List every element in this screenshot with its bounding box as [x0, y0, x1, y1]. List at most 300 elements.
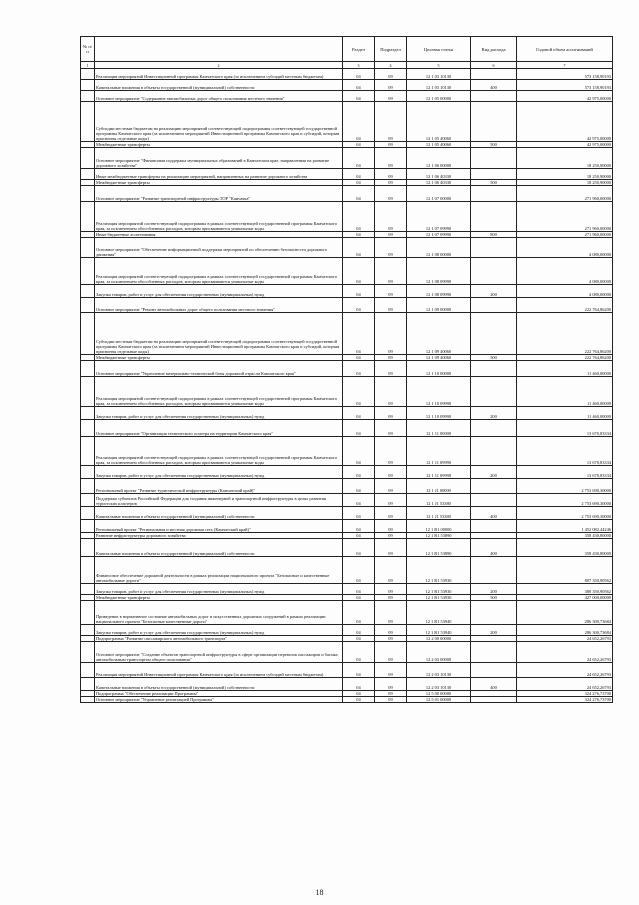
- cell-expense-type: 200: [471, 466, 517, 479]
- table-row: [81, 678, 613, 691]
- cell-podrazdel: 09: [375, 258, 407, 285]
- cell-amount: 807 350,90562: [517, 557, 613, 584]
- cell-razdel: 04: [343, 584, 375, 595]
- cell-target-article: 12 1 R1 00000: [407, 520, 471, 533]
- cell-amount: 222 764,86200: [517, 313, 613, 355]
- cell-expense-type: [471, 420, 517, 437]
- cell-name: Иные межбюджетные трансферты на реализацию мероприятий, направленных на развитие дорожного хозяйства: [95, 169, 343, 180]
- cell-name: Региональный проект "Региональная и местная дорожная сеть (Камчатский край)": [95, 520, 343, 533]
- table-row: [81, 258, 613, 285]
- cell-name: Межбюджетные трансферты: [95, 355, 343, 361]
- cell-index: [81, 102, 95, 142]
- cell-razdel: 04: [343, 437, 375, 466]
- cell-razdel: 04: [343, 420, 375, 437]
- cell-index: [81, 91, 95, 102]
- cell-expense-type: [471, 102, 517, 142]
- cell-amount: 573 158,90193: [517, 69, 613, 80]
- cell-expense-type: 800: [471, 232, 517, 238]
- cell-amount: 4 080,00000: [517, 238, 613, 258]
- header-name: [95, 37, 343, 62]
- cell-podrazdel: 09: [375, 494, 407, 507]
- cell-target-article: 12 1 J1 00000: [407, 479, 471, 494]
- cell-target-article: 12 1 08 00000: [407, 238, 471, 258]
- cell-razdel: 04: [343, 232, 375, 238]
- table-row: [81, 601, 613, 625]
- cell-index: [81, 420, 95, 437]
- cell-podrazdel: 09: [375, 91, 407, 102]
- cell-razdel: 04: [343, 202, 375, 232]
- cell-razdel: 04: [343, 80, 375, 91]
- cell-expense-type: [471, 663, 517, 678]
- cell-razdel: 04: [343, 539, 375, 557]
- cell-index: [81, 507, 95, 520]
- cell-target-article: 12 1 R1 53940: [407, 625, 471, 636]
- cell-index: [81, 80, 95, 91]
- cell-podrazdel: 09: [375, 539, 407, 557]
- cell-name: Основное мероприятие "Укрепление материально-технической базы дорожной отрасли Камчатского края": [95, 361, 343, 377]
- cell-target-article: 12 2 03 10130: [407, 663, 471, 678]
- cell-expense-type: 400: [471, 678, 517, 691]
- cell-podrazdel: 09: [375, 479, 407, 494]
- cell-target-article: 12 1 05 00000: [407, 91, 471, 102]
- cell-target-article: 12 1 09 40060: [407, 355, 471, 361]
- cell-podrazdel: 09: [375, 180, 407, 186]
- cell-expense-type: [471, 258, 517, 285]
- cell-amount: 24 652,26793: [517, 636, 613, 642]
- cell-razdel: 04: [343, 377, 375, 407]
- cell-amount: 24 652,26793: [517, 678, 613, 691]
- table-row: [81, 625, 613, 636]
- budget-table: [80, 36, 613, 703]
- cell-podrazdel: 09: [375, 102, 407, 142]
- cell-amount: 358 430,80000: [517, 533, 613, 539]
- cell-name: Закупка товаров, работ и услуг для обеспечения государственных (муниципальных) нужд: [95, 466, 343, 479]
- cell-expense-type: 400: [471, 539, 517, 557]
- cell-name: Основное мероприятие "Организация технического осмотра на территории Камчатского края": [95, 420, 343, 437]
- cell-razdel: 04: [343, 361, 375, 377]
- cell-target-article: 12 2 03 00000: [407, 642, 471, 663]
- table-row: [81, 407, 613, 420]
- cell-target-article: 12 1 09 00000: [407, 298, 471, 313]
- cell-target-article: 12 1 R1 53890: [407, 533, 471, 539]
- cell-expense-type: [471, 520, 517, 533]
- table-row: [81, 437, 613, 466]
- table-row: [81, 69, 613, 80]
- cell-target-article: 12 2 03 10130: [407, 678, 471, 691]
- cell-razdel: 04: [343, 697, 375, 703]
- header-target-article: Целевая статья: [407, 37, 471, 62]
- cell-podrazdel: 09: [375, 238, 407, 258]
- cell-podrazdel: 09: [375, 642, 407, 663]
- cell-index: [81, 494, 95, 507]
- cell-name: Реализация мероприятий Инвестиционной программы Камчатского края (за исключением субсидий местным бюджетам): [95, 69, 343, 80]
- cell-razdel: 04: [343, 642, 375, 663]
- column-number: 1: [81, 62, 95, 69]
- cell-name: Основное мероприятие "Финансовая поддержка муниципальных образований в Камчатском крае, направленная на развитие дорожного хозяйства": [95, 148, 343, 169]
- cell-amount: 271 960,00000: [517, 202, 613, 232]
- cell-amount: 18 250,90000: [517, 169, 613, 180]
- cell-razdel: 04: [343, 601, 375, 625]
- cell-amount: 2 753 690,30000: [517, 494, 613, 507]
- cell-razdel: 04: [343, 186, 375, 202]
- column-number-row: [81, 62, 613, 69]
- table-row: [81, 361, 613, 377]
- cell-index: [81, 466, 95, 479]
- cell-amount: 4 080,00000: [517, 258, 613, 285]
- cell-index: [81, 642, 95, 663]
- cell-podrazdel: 09: [375, 232, 407, 238]
- column-number: 4: [375, 62, 407, 69]
- cell-amount: 1 452 082,44246: [517, 520, 613, 533]
- cell-index: [81, 238, 95, 258]
- table-row: [81, 466, 613, 479]
- cell-index: [81, 678, 95, 691]
- column-number: 6: [471, 62, 517, 69]
- cell-amount: 573 158,90193: [517, 80, 613, 91]
- cell-target-article: 12 1 06 00000: [407, 148, 471, 169]
- table-row: [81, 584, 613, 595]
- cell-podrazdel: 09: [375, 697, 407, 703]
- cell-razdel: 04: [343, 285, 375, 298]
- cell-podrazdel: 09: [375, 202, 407, 232]
- cell-expense-type: [471, 494, 517, 507]
- cell-name: Реализация мероприятий соответствующей подпрограммы в рамках соответствующей государственной программы Камчатского края, за исключением обособленных расходов, которым присваиваются уникальные коды: [95, 437, 343, 466]
- cell-expense-type: 200: [471, 625, 517, 636]
- table-row: [81, 377, 613, 407]
- cell-amount: 13 670,83334: [517, 420, 613, 437]
- cell-razdel: 04: [343, 678, 375, 691]
- cell-podrazdel: 09: [375, 507, 407, 520]
- cell-index: [81, 584, 95, 595]
- cell-podrazdel: 09: [375, 420, 407, 437]
- cell-expense-type: [471, 697, 517, 703]
- cell-index: [81, 539, 95, 557]
- cell-target-article: 12 1 11 00000: [407, 420, 471, 437]
- cell-amount: 271 960,00000: [517, 232, 613, 238]
- cell-index: [81, 313, 95, 355]
- cell-podrazdel: 09: [375, 361, 407, 377]
- cell-razdel: 04: [343, 533, 375, 539]
- cell-expense-type: 200: [471, 407, 517, 420]
- cell-name: Развитие инфраструктуры дорожного хозяйства: [95, 533, 343, 539]
- cell-target-article: 12 1 11 09990: [407, 466, 471, 479]
- cell-razdel: 04: [343, 102, 375, 142]
- cell-target-article: 12 5 00 00000: [407, 691, 471, 697]
- cell-expense-type: 200: [471, 584, 517, 595]
- cell-razdel: 04: [343, 355, 375, 361]
- cell-target-article: 12 1 R1 53930: [407, 595, 471, 601]
- cell-amount: 11 460,00000: [517, 407, 613, 420]
- cell-index: [81, 437, 95, 466]
- cell-razdel: 04: [343, 313, 375, 355]
- cell-amount: 2 753 690,30000: [517, 479, 613, 494]
- cell-target-article: 12 1 R1 53930: [407, 557, 471, 584]
- cell-razdel: 04: [343, 142, 375, 148]
- cell-target-article: 12 5 01 00000: [407, 697, 471, 703]
- table-row: [81, 202, 613, 232]
- cell-index: [81, 663, 95, 678]
- cell-expense-type: [471, 361, 517, 377]
- table-row: [81, 420, 613, 437]
- cell-razdel: 04: [343, 148, 375, 169]
- cell-podrazdel: 09: [375, 691, 407, 697]
- cell-podrazdel: 09: [375, 533, 407, 539]
- cell-razdel: 04: [343, 520, 375, 533]
- cell-razdel: 04: [343, 557, 375, 584]
- cell-target-article: 12 1 10 00000: [407, 361, 471, 377]
- table-row: [81, 507, 613, 520]
- cell-target-article: 12 1 05 40060: [407, 142, 471, 148]
- cell-expense-type: [471, 642, 517, 663]
- cell-amount: 42 975,00000: [517, 142, 613, 148]
- table-row: [81, 169, 613, 180]
- cell-razdel: 04: [343, 479, 375, 494]
- cell-podrazdel: 09: [375, 169, 407, 180]
- cell-amount: 286 300,73684: [517, 601, 613, 625]
- cell-name: Субсидии местным бюджетам на реализацию мероприятий соответствующей подпрограммы соответствующей государственной программы Камчатского края (за исключением мероприятий Инвестиционной программы Камчатского края и субсидий, которым присвоены отдельные коды): [95, 313, 343, 355]
- cell-razdel: 04: [343, 169, 375, 180]
- cell-expense-type: [471, 298, 517, 313]
- cell-expense-type: 500: [471, 355, 517, 361]
- cell-expense-type: 500: [471, 595, 517, 601]
- cell-amount: 13 670,83334: [517, 437, 613, 466]
- column-number: 3: [343, 62, 375, 69]
- table-row: [81, 148, 613, 169]
- cell-target-article: 12 1 07 09990: [407, 232, 471, 238]
- cell-name: Реализация мероприятий соответствующей подпрограммы в рамках соответствующей государственной программы Камчатского края, за исключением обособленных расходов, которым присваиваются уникальные коды: [95, 258, 343, 285]
- cell-razdel: 04: [343, 507, 375, 520]
- cell-name: Региональный проект "Развитие туристической инфраструктуры (Камчатский край)": [95, 479, 343, 494]
- cell-amount: 24 652,26793: [517, 642, 613, 663]
- cell-target-article: 12 1 10 09990: [407, 377, 471, 407]
- cell-podrazdel: 09: [375, 407, 407, 420]
- cell-name: Иные бюджетные ассигнования: [95, 232, 343, 238]
- cell-name: Капитальные вложения в объекты государственной (муниципальной) собственности: [95, 678, 343, 691]
- cell-podrazdel: 09: [375, 601, 407, 625]
- cell-expense-type: [471, 437, 517, 466]
- cell-podrazdel: 09: [375, 625, 407, 636]
- cell-name: Основное мероприятие "Управление реализацией Программы": [95, 697, 343, 703]
- cell-name: Капитальные вложения в объекты государственной (муниципальной) собственности: [95, 539, 343, 557]
- cell-razdel: 04: [343, 258, 375, 285]
- cell-index: [81, 697, 95, 703]
- cell-index: [81, 557, 95, 584]
- cell-amount: 13 670,83334: [517, 466, 613, 479]
- cell-podrazdel: 09: [375, 584, 407, 595]
- table-row: [81, 494, 613, 507]
- cell-name: Подпрограмма "Обеспечение реализации Программы": [95, 691, 343, 697]
- cell-target-article: 12 1 06 40330: [407, 180, 471, 186]
- cell-podrazdel: 09: [375, 678, 407, 691]
- table-row: [81, 697, 613, 703]
- cell-name: Закупка товаров, работ и услуг для обеспечения государственных (муниципальных) нужд: [95, 285, 343, 298]
- cell-name: Основное мероприятие "Обеспечение информационной поддержки мероприятий по обеспечению безопасности дорожного движения": [95, 238, 343, 258]
- cell-podrazdel: 09: [375, 437, 407, 466]
- cell-index: [81, 520, 95, 533]
- cell-target-article: 12 1 10 09990: [407, 407, 471, 420]
- cell-target-article: 12 1 05 40060: [407, 102, 471, 142]
- table-row: [81, 313, 613, 355]
- cell-amount: 286 300,73684: [517, 625, 613, 636]
- cell-amount: 18 250,90000: [517, 180, 613, 186]
- cell-index: [81, 479, 95, 494]
- cell-amount: 324 276,73700: [517, 697, 613, 703]
- table-row: [81, 642, 613, 663]
- cell-amount: 271 960,00000: [517, 186, 613, 202]
- cell-expense-type: 500: [471, 142, 517, 148]
- cell-razdel: 04: [343, 298, 375, 313]
- cell-amount: 42 975,00000: [517, 91, 613, 102]
- cell-razdel: 04: [343, 636, 375, 642]
- cell-expense-type: [471, 169, 517, 180]
- column-number: 2: [95, 62, 343, 69]
- cell-index: [81, 202, 95, 232]
- cell-expense-type: 200: [471, 285, 517, 298]
- cell-podrazdel: 09: [375, 80, 407, 91]
- cell-amount: 222 764,86200: [517, 298, 613, 313]
- cell-expense-type: [471, 186, 517, 202]
- cell-razdel: 04: [343, 238, 375, 258]
- page-number: 18: [315, 888, 324, 897]
- cell-name: Основное мероприятие "Содержание автомобильных дорог общего пользования местного значения": [95, 91, 343, 102]
- cell-razdel: 04: [343, 494, 375, 507]
- cell-podrazdel: 09: [375, 148, 407, 169]
- cell-amount: 11 460,00000: [517, 361, 613, 377]
- table-row: [81, 663, 613, 678]
- table-header-row: [81, 37, 613, 62]
- cell-name: Капитальные вложения в объекты государственной (муниципальной) собственности: [95, 507, 343, 520]
- table-row: [81, 520, 613, 533]
- cell-target-article: 12 1 R1 53890: [407, 539, 471, 557]
- cell-expense-type: [471, 479, 517, 494]
- cell-name: Межбюджетные трансферты: [95, 180, 343, 186]
- column-number: 5: [407, 62, 471, 69]
- cell-razdel: 04: [343, 663, 375, 678]
- cell-amount: 427 000,00000: [517, 595, 613, 601]
- cell-name: Основное мероприятие "Ремонт автомобильных дорог общего пользования местного значения": [95, 298, 343, 313]
- cell-name: Приведение в нормативное состояние автомобильных дорог и искусственных дорожных сооружений в рамках реализации национального проекта "Безопасные качественные дороги": [95, 601, 343, 625]
- cell-index: [81, 625, 95, 636]
- cell-expense-type: [471, 202, 517, 232]
- cell-amount: 4 080,00000: [517, 285, 613, 298]
- cell-podrazdel: 09: [375, 466, 407, 479]
- cell-podrazdel: 09: [375, 186, 407, 202]
- cell-amount: 42 975,00000: [517, 102, 613, 142]
- cell-podrazdel: 09: [375, 377, 407, 407]
- cell-name: Финансовое обеспечение дорожной деятельности в рамках реализации национального проекта "Безопасные и качественные автомобильные дороги": [95, 557, 343, 584]
- cell-expense-type: [471, 148, 517, 169]
- cell-razdel: 04: [343, 466, 375, 479]
- cell-expense-type: [471, 313, 517, 355]
- cell-expense-type: [471, 91, 517, 102]
- cell-amount: 358 430,80000: [517, 539, 613, 557]
- cell-index: [81, 186, 95, 202]
- cell-podrazdel: 09: [375, 69, 407, 80]
- cell-target-article: 12 1 J1 53380: [407, 507, 471, 520]
- cell-target-article: 12 1 08 09990: [407, 285, 471, 298]
- cell-name: Реализация мероприятий соответствующей подпрограммы в рамках соответствующей государственной программы Камчатского края, за исключением обособленных расходов, которым присваиваются уникальные коды: [95, 202, 343, 232]
- header-expense-type: Вид расхода: [471, 37, 517, 62]
- table-row: [81, 186, 613, 202]
- cell-target-article: 12 1 11 09990: [407, 437, 471, 466]
- cell-name: Капитальные вложения в объекты государственной (муниципальной) собственности: [95, 80, 343, 91]
- header-podrazdel: Подраздел: [375, 37, 407, 62]
- cell-expense-type: [471, 69, 517, 80]
- cell-razdel: 04: [343, 69, 375, 80]
- cell-name: Основное мероприятие "Создание объектов транспортной инфраструктуры в сфере организации перевозок пассажиров и багажа автомобильным транспортом общего пользования": [95, 642, 343, 663]
- table-row: [81, 102, 613, 142]
- cell-razdel: 04: [343, 407, 375, 420]
- cell-podrazdel: 09: [375, 285, 407, 298]
- header-razdel: Раздел: [343, 37, 375, 62]
- cell-index: [81, 258, 95, 285]
- cell-name: Межбюджетные трансферты: [95, 142, 343, 148]
- cell-expense-type: [471, 238, 517, 258]
- cell-target-article: 12 1 09 40060: [407, 313, 471, 355]
- cell-name: Межбюджетные трансферты: [95, 595, 343, 601]
- cell-target-article: 12 1 03 10130: [407, 80, 471, 91]
- cell-podrazdel: 09: [375, 663, 407, 678]
- cell-podrazdel: 09: [375, 636, 407, 642]
- cell-podrazdel: 09: [375, 355, 407, 361]
- cell-amount: 2 753 690,30000: [517, 507, 613, 520]
- cell-razdel: 04: [343, 625, 375, 636]
- table-row: [81, 91, 613, 102]
- cell-name: Реализация мероприятий соответствующей подпрограммы в рамках соответствующей государственной программы Камчатского края, за исключением обособленных расходов, которым присваиваются уникальные коды: [95, 377, 343, 407]
- cell-index: [81, 377, 95, 407]
- cell-amount: 324 276,73700: [517, 691, 613, 697]
- cell-index: [81, 285, 95, 298]
- cell-podrazdel: 09: [375, 595, 407, 601]
- cell-podrazdel: 09: [375, 142, 407, 148]
- header-annual-amount: Годовой объем ассигнований: [517, 37, 613, 62]
- cell-podrazdel: 09: [375, 557, 407, 584]
- cell-amount: 380 350,90562: [517, 584, 613, 595]
- cell-target-article: 12 1 06 40330: [407, 169, 471, 180]
- cell-name: Субсидии местным бюджетам на реализацию мероприятий соответствующей подпрограммы соответствующей государственной программы Камчатского края (за исключением мероприятий Инвестиционной программы Камчатского края и субсидий, которым присвоены отдельные коды): [95, 102, 343, 142]
- column-number: 7: [517, 62, 613, 69]
- cell-index: [81, 69, 95, 80]
- cell-amount: 18 250,90000: [517, 148, 613, 169]
- cell-name: Закупка товаров, работ и услуг для обеспечения государственных (муниципальных) нужд: [95, 407, 343, 420]
- table-row: [81, 80, 613, 91]
- cell-podrazdel: 09: [375, 298, 407, 313]
- cell-podrazdel: 09: [375, 313, 407, 355]
- cell-target-article: 12 1 R1 53940: [407, 601, 471, 625]
- table-row: [81, 557, 613, 584]
- cell-target-article: 12 1 08 09990: [407, 258, 471, 285]
- cell-index: [81, 601, 95, 625]
- cell-target-article: 12 1 03 10130: [407, 69, 471, 80]
- table-row: [81, 285, 613, 298]
- table-row: [81, 298, 613, 313]
- cell-amount: 24 652,26793: [517, 663, 613, 678]
- cell-amount: 222 764,86200: [517, 355, 613, 361]
- cell-target-article: 12 1 07 09990: [407, 202, 471, 232]
- cell-name: Подпрограмма "Развитие пассажирского автомобильного транспорта": [95, 636, 343, 642]
- cell-expense-type: [471, 557, 517, 584]
- cell-expense-type: 500: [471, 180, 517, 186]
- header-index: № п/п: [81, 37, 95, 62]
- cell-expense-type: [471, 601, 517, 625]
- cell-name: Закупка товаров, работ и услуг для обеспечения государственных (муниципальных) нужд: [95, 625, 343, 636]
- cell-razdel: 04: [343, 91, 375, 102]
- cell-expense-type: 400: [471, 507, 517, 520]
- cell-expense-type: [471, 377, 517, 407]
- cell-index: [81, 169, 95, 180]
- cell-index: [81, 361, 95, 377]
- table-row: [81, 238, 613, 258]
